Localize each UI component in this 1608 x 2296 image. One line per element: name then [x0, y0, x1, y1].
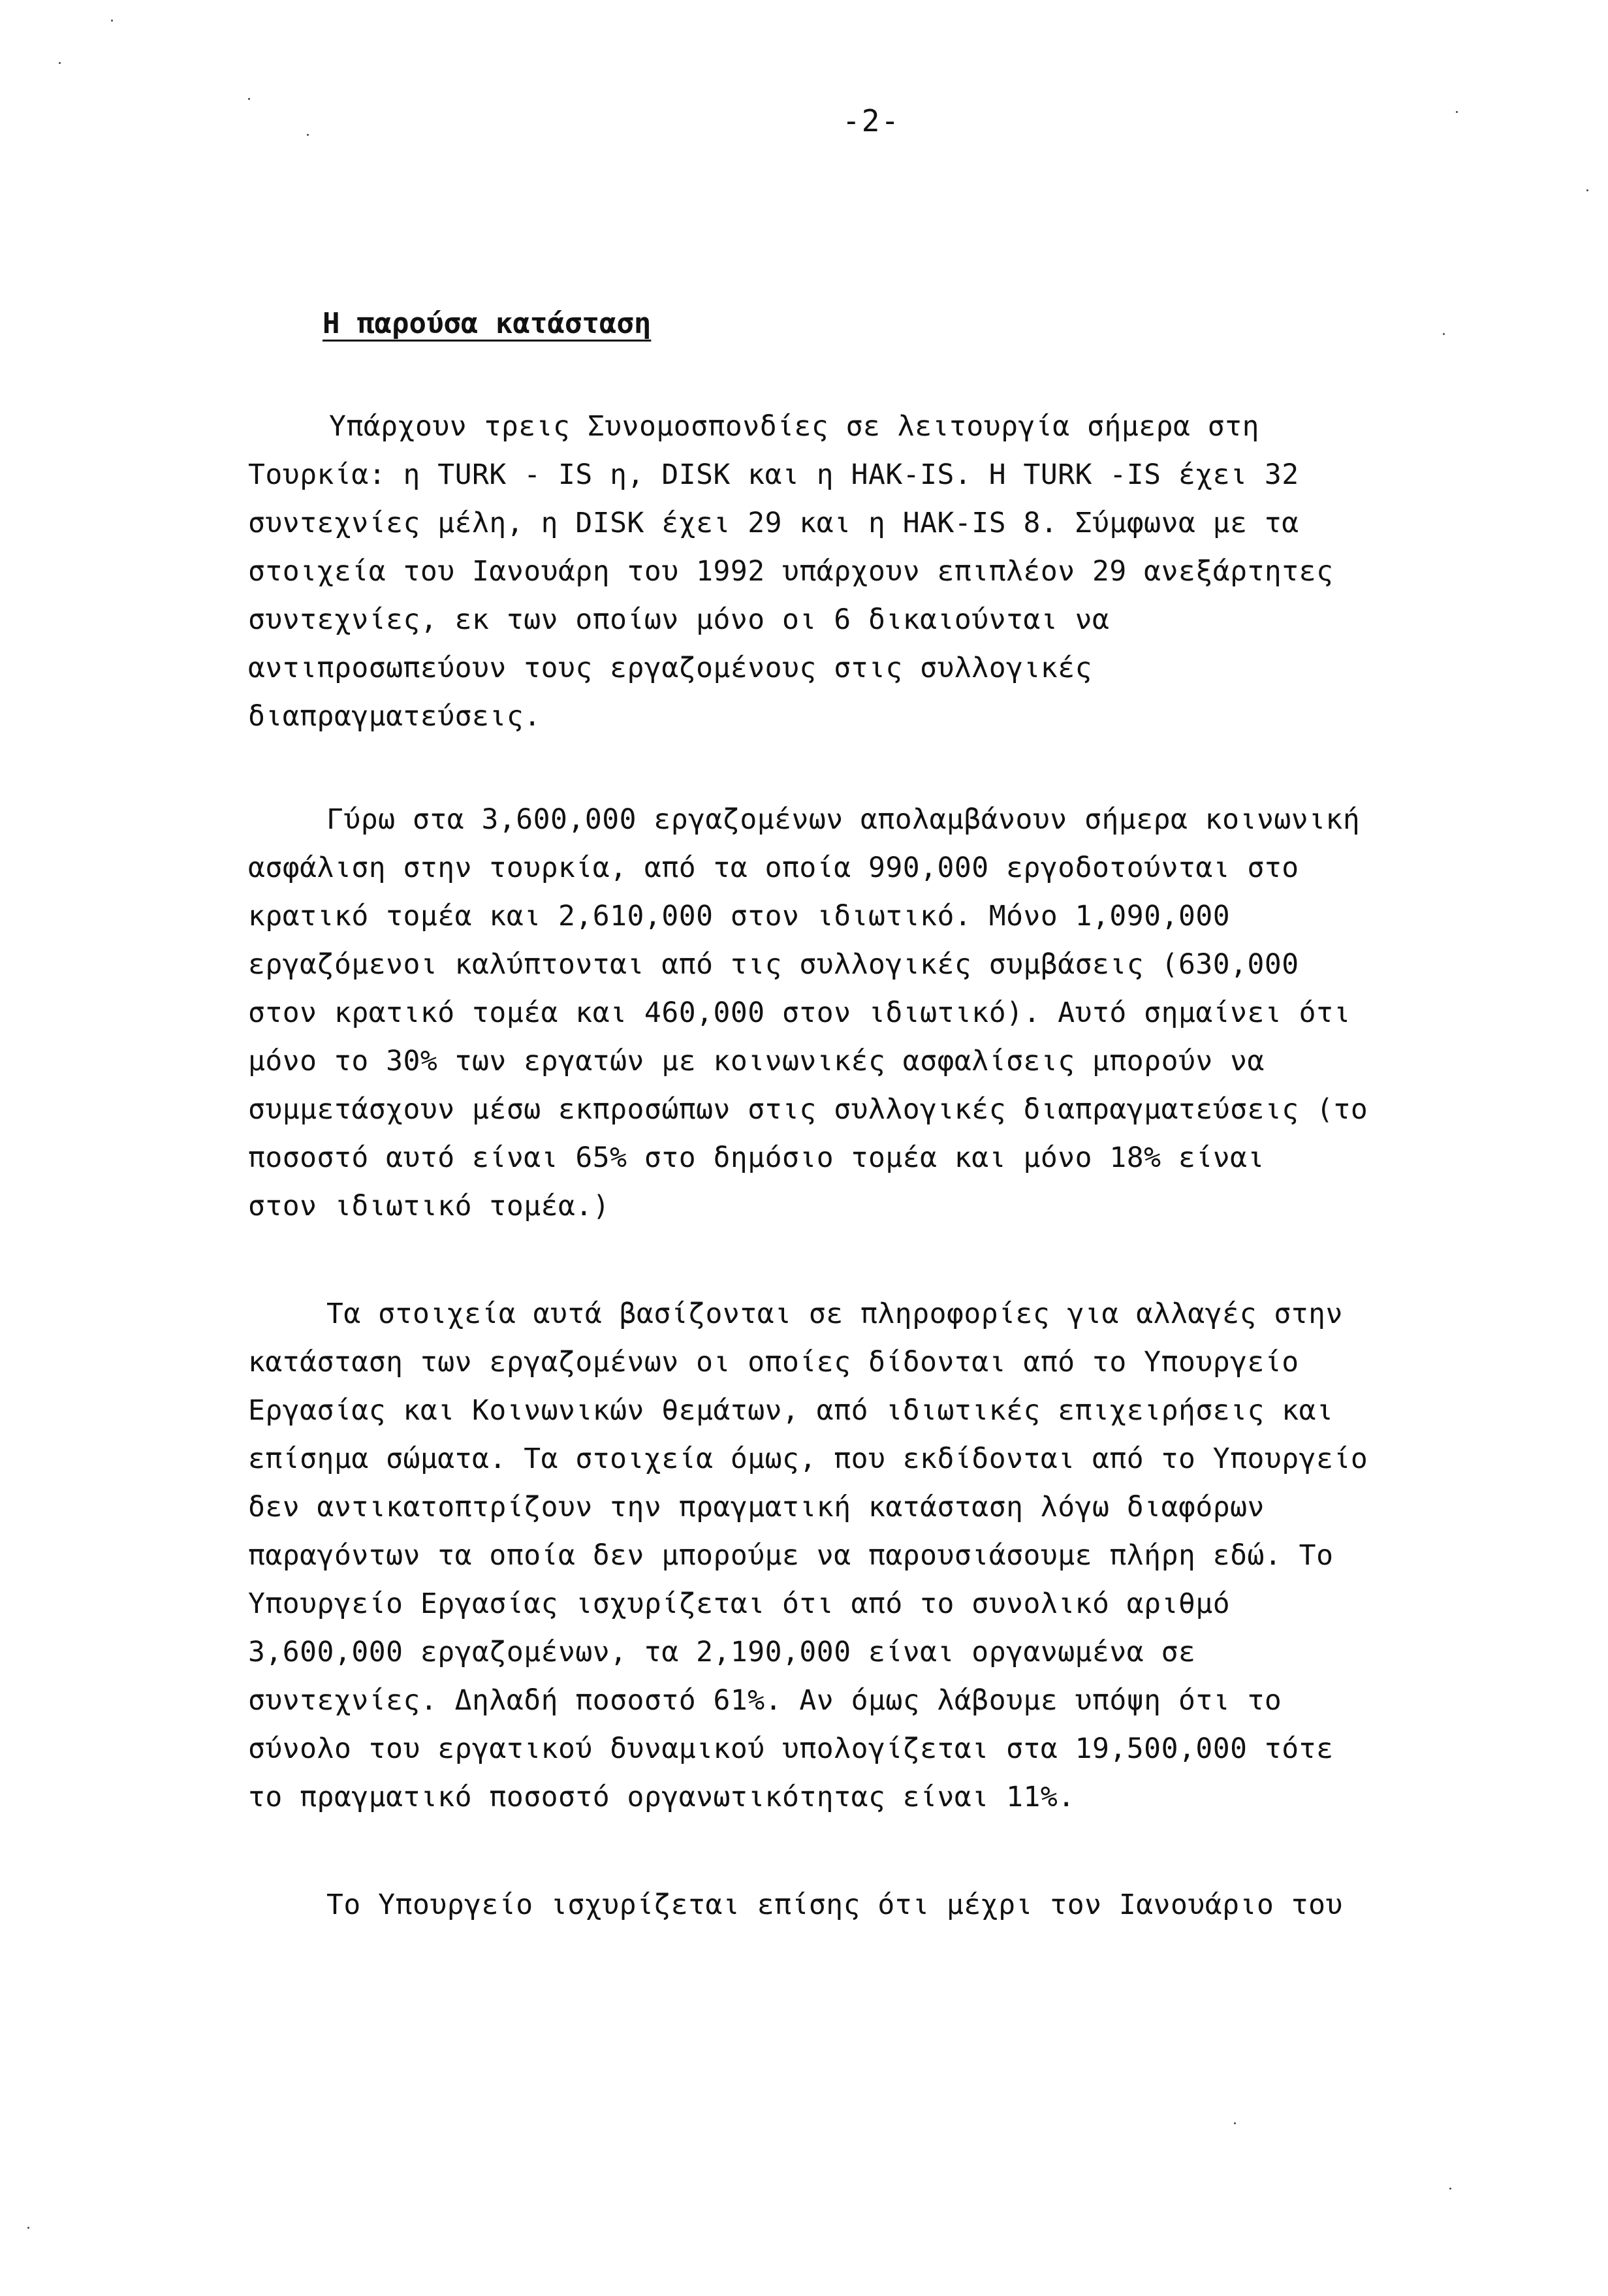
paragraph-1 [248, 402, 1541, 741]
text-line: Το Υπουργείο ισχυρίζεται επίσης ότι μέχρι τον Ιανουάριο του [326, 1889, 1343, 1921]
text-line: εργαζόμενοι καλύπτονται από τις συλλογικές συμβάσεις (630,000 [248, 948, 1299, 981]
text-line: σύνολο του εργατικού δυναμικού υπολογίζεται στα 19,500,000 τότε [248, 1732, 1334, 1765]
scan-speck [27, 2227, 29, 2229]
scan-speck [111, 20, 113, 22]
scan-speck [307, 134, 309, 136]
text-line: το πραγματικό ποσοστό οργανωτικότητας είναι 11%. [248, 1781, 1075, 1813]
text-line: ασφάλιση στην τουρκία, από τα οποία 990,000 εργοδοτούνται στο [248, 852, 1299, 884]
text-line: κατάσταση των εργαζομένων οι οποίες δίδονται από το Υπουργείο [248, 1346, 1299, 1379]
text-line: Τουρκία: η TURK - IS η, DISK και η HAK-IS. Η TURK -IS έχει 32 [248, 458, 1299, 491]
text-line: στον ιδιωτικό τομέα.) [248, 1190, 610, 1222]
text-line: συντεχνίες. Δηλαδή ποσοστό 61%. Αν όμως λάβουμε υπόψη ότι το [248, 1684, 1282, 1717]
text-line: Τα στοιχεία αυτά βασίζονται σε πληροφορίες για αλλαγές στην [326, 1298, 1343, 1330]
text-line: συμμετάσχουν μέσω εκπροσώπων στις συλλογικές διαπραγματεύσεις (το [248, 1093, 1368, 1126]
text-line: ποσοστό αυτό είναι 65% στο δημόσιο τομέα και μόνο 18% είναι [248, 1141, 1265, 1174]
scan-speck [248, 98, 250, 100]
paragraph-3 [248, 1290, 1541, 1821]
text-line: συντεχνίες μέλη, η DISK έχει 29 και η HAK-IS 8. Σύμφωνα με τα [248, 507, 1299, 539]
text-line: Υπουργείο Εργασίας ισχυρίζεται ότι από το συνολικό αριθμό [248, 1587, 1231, 1620]
text-line: συντεχνίες, εκ των οποίων μόνο οι 6 δικαιούνται να [248, 603, 1110, 636]
text-line: επίσημα σώματα. Τα στοιχεία όμως, που εκδίδονται από το Υπουργείο [248, 1443, 1368, 1475]
paragraph-4 [248, 1881, 1541, 1929]
page-number: -2- [842, 103, 901, 138]
text-line: στον κρατικό τομέα και 460,000 στον ιδιωτικό). Αυτό σημαίνει ότι [248, 997, 1351, 1029]
scan-speck [59, 62, 61, 64]
text-line: αντιπροσωπεύουν τους εργαζομένους στις συλλογικές [248, 652, 1093, 684]
text-line: Εργασίας και Κοινωνικών θεμάτων, από ιδιωτικές επιχειρήσεις και [248, 1394, 1334, 1427]
text-line: Υπάρχουν τρεις Συνομοσπονδίες σε λειτουργία σήμερα στη [329, 410, 1259, 443]
section-heading: Η παρούσα κατάσταση [323, 307, 652, 340]
scan-speck [1443, 333, 1445, 335]
text-line: δεν αντικατοπτρίζουν την πραγματική κατάσταση λόγω διαφόρων [248, 1491, 1265, 1523]
scan-speck [1586, 189, 1588, 191]
scan-speck [1234, 2122, 1236, 2124]
scan-speck [1449, 2188, 1451, 2190]
paragraph-2 [248, 795, 1541, 1230]
scan-speck [1456, 111, 1458, 113]
text-line: στοιχεία του Ιανουάρη του 1992 υπάρχουν επιπλέον 29 ανεξάρτητες [248, 555, 1334, 588]
text-line: παραγόντων τα οποία δεν μπορούμε να παρουσιάσουμε πλήρη εδώ. Το [248, 1539, 1334, 1572]
text-line: κρατικό τομέα και 2,610,000 στον ιδιωτικό. Μόνο 1,090,000 [248, 900, 1231, 933]
text-line: 3,600,000 εργαζομένων, τα 2,190,000 είναι οργανωμένα σε [248, 1636, 1196, 1668]
text-line: Γύρω στα 3,600,000 εργαζομένων απολαμβάνουν σήμερα κοινωνική [326, 803, 1361, 836]
text-line: διαπραγματεύσεις. [248, 700, 541, 733]
text-line: μόνο το 30% των εργατών με κοινωνικές ασφαλίσεις μπορούν να [248, 1045, 1265, 1077]
